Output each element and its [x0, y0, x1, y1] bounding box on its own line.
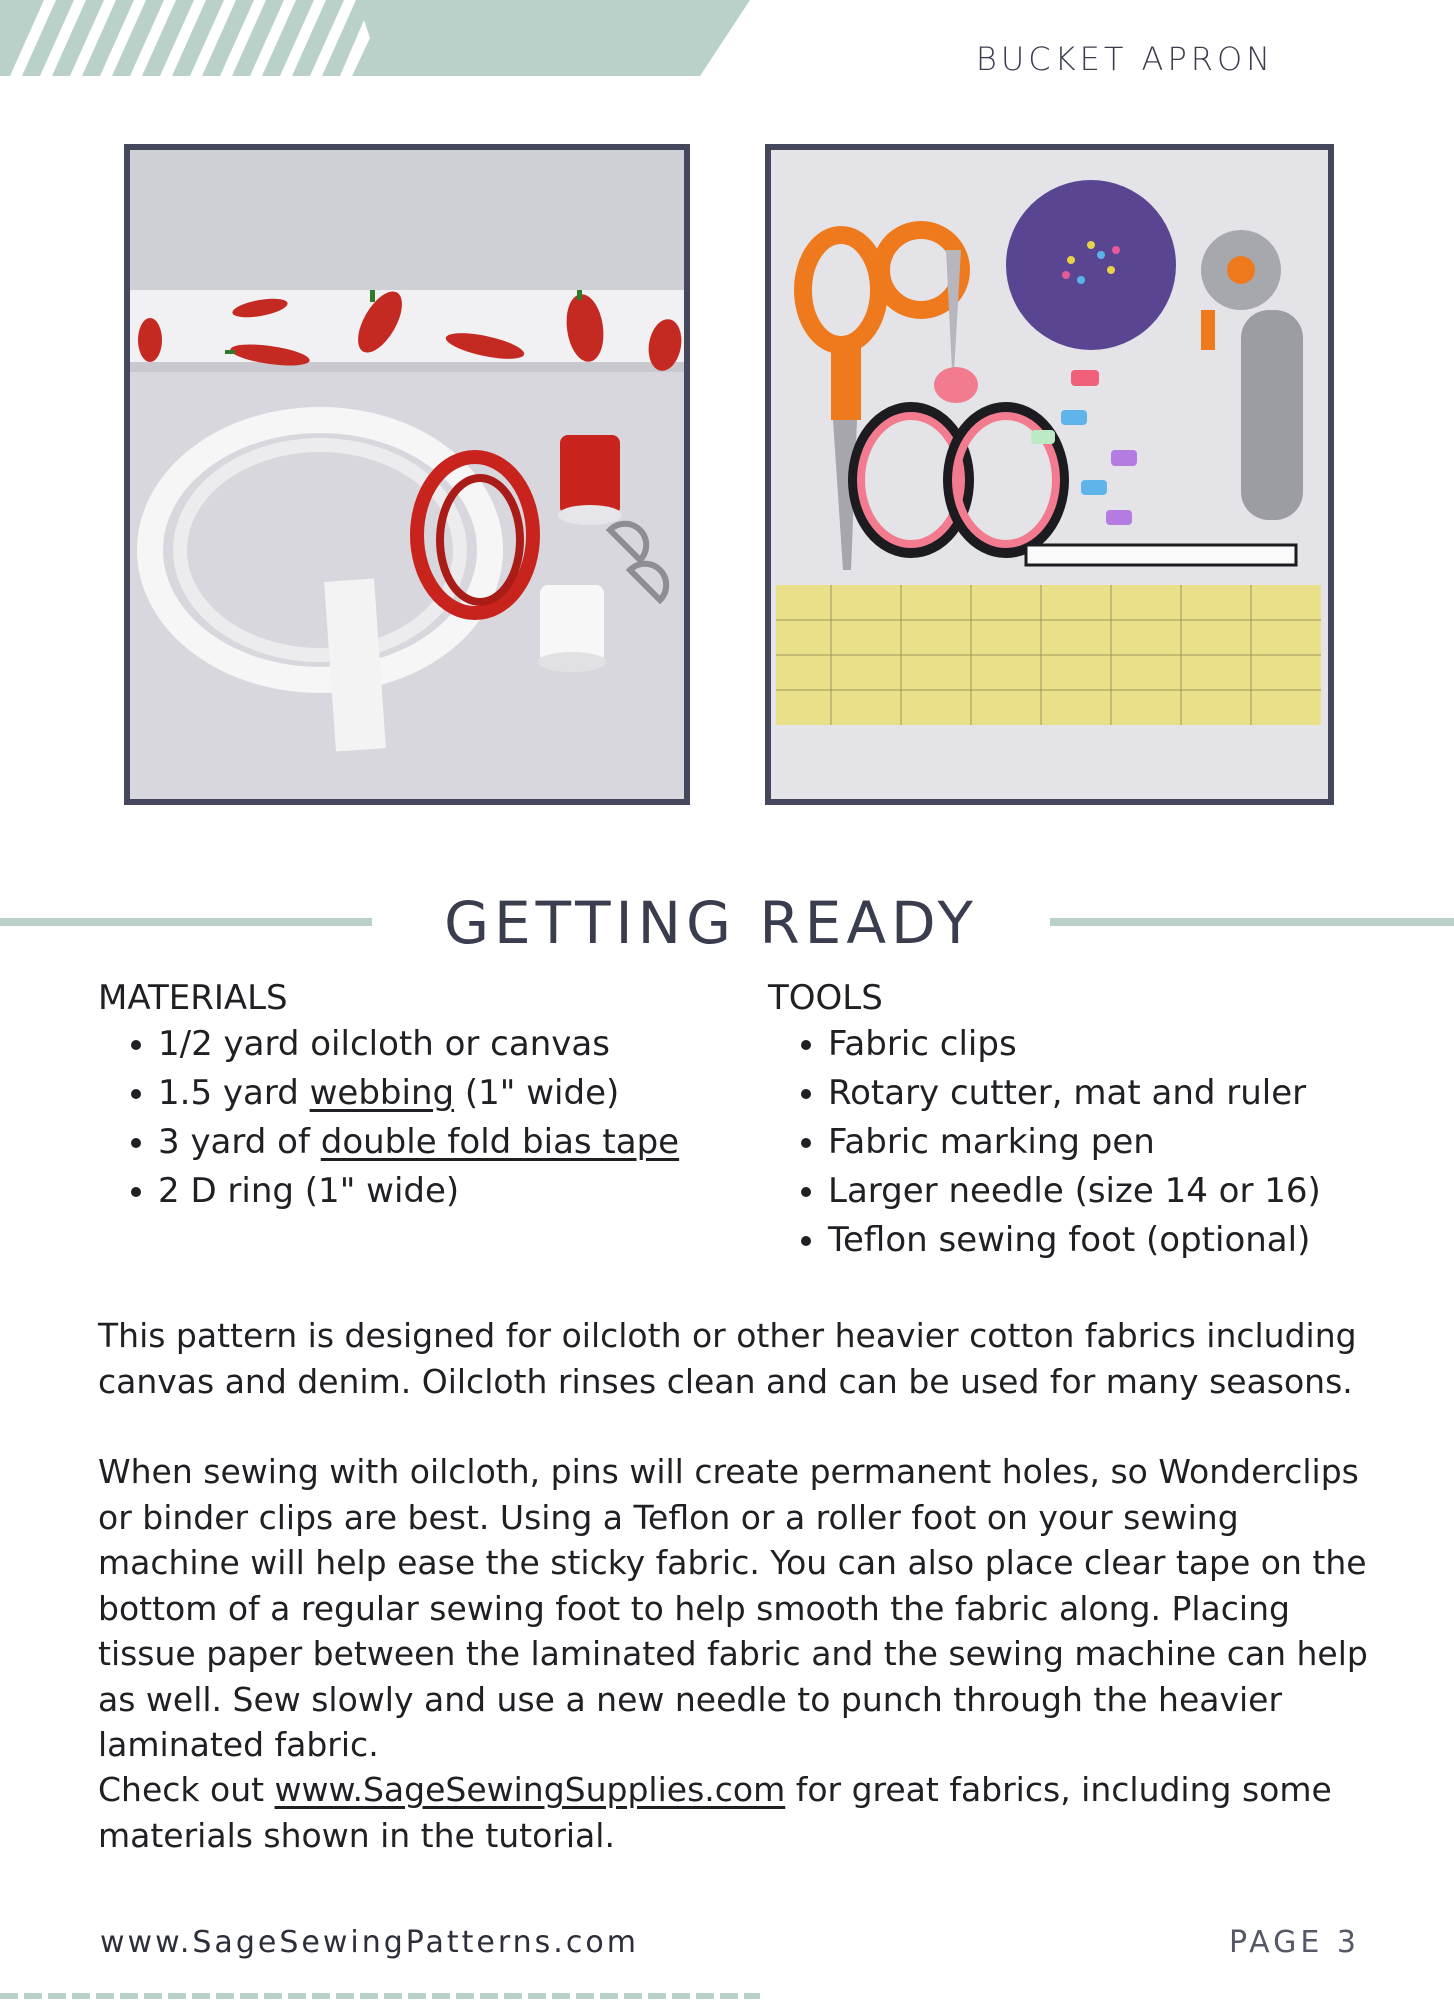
tools-list	[768, 1020, 1408, 1265]
tools-photo	[765, 144, 1334, 805]
oilcloth-tips-paragraph: When sewing with oilcloth, pins will create permanent holes, so Wonderclips or binder clips are best. Using a Teflon or a roller foot on your sewing machine will help ease the sticky fabric. You can also place clear tape on the bottom of a regular sewing foot to help smooth the fabric along. Placing tissue paper between the laminated fabric and the sewing machine can help as well. Sew slowly and use a new needle to punch through the heavier laminated fabric.	[98, 1452, 1368, 1764]
supplies-link[interactable]: www.SageSewingSupplies.com	[274, 1770, 786, 1809]
materials-heading: MATERIALS	[98, 978, 288, 1018]
bottom-dashed-border	[0, 1993, 760, 1999]
webbing-link[interactable]: webbing	[309, 1073, 455, 1113]
tools-heading: TOOLS	[768, 978, 883, 1018]
list-item: • Fabric marking pen	[828, 1118, 1408, 1167]
footer-website-link[interactable]: www.SageSewingPatterns.com	[100, 1925, 639, 1960]
section-rule-left	[0, 918, 372, 926]
section-heading: GETTING READY	[444, 889, 978, 957]
supplies-paragraph: Check out www.SageSewingSupplies.com for great fabrics, including some materials shown in the tutorial.	[98, 1770, 1332, 1855]
list-item: • Fabric clips	[828, 1020, 1408, 1069]
list-item: • Larger needle (size 14 or 16)	[828, 1167, 1408, 1216]
list-item: • Teflon sewing foot (optional)	[828, 1216, 1408, 1265]
tools-column	[768, 976, 1408, 1265]
materials-column	[98, 976, 738, 1216]
intro-paragraph: This pattern is designed for oilcloth or other heavier cotton fabrics including canvas and denim. Oilcloth rinses clean and can be used for many seasons.	[98, 1316, 1357, 1401]
bias-tape-link[interactable]: double fold bias tape	[320, 1122, 680, 1162]
header-stripe-banner	[0, 0, 760, 78]
materials-photo	[124, 144, 690, 805]
list-item: • Rotary cutter, mat and ruler	[828, 1069, 1408, 1118]
materials-list	[98, 1020, 738, 1216]
page-number: PAGE 3	[1229, 1925, 1360, 1960]
list-item: • 2 D ring (1" wide)	[158, 1167, 738, 1216]
list-item: • 3 yard of double fold bias tape	[158, 1118, 738, 1167]
document-title: BUCKET APRON	[975, 40, 1275, 78]
section-rule-right	[1050, 918, 1454, 926]
list-item: • 1.5 yard webbing (1" wide)	[158, 1069, 738, 1118]
list-item: • 1/2 yard oilcloth or canvas	[158, 1020, 738, 1069]
